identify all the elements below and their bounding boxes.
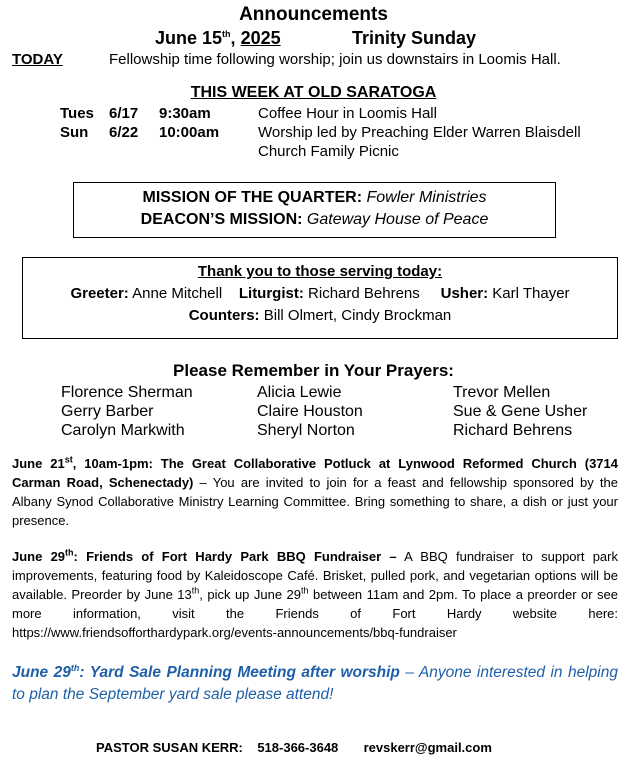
potluck-date: June 21 — [12, 456, 65, 471]
deacon-mission-value: Gateway House of Peace — [306, 211, 489, 228]
prayer-name: Florence Sherman — [61, 384, 193, 401]
this-week-heading: THIS WEEK AT OLD SARATOGA — [190, 84, 437, 101]
bbq-date-suffix: th — [65, 547, 74, 558]
potluck-body: – You are invited to join for a feast and fellowship sponsored by the Albany Synod Collaborative Ministry Learning Committee. Bring something to share, a dish or just your presence. — [12, 475, 618, 528]
date-suffix: th — [222, 29, 231, 39]
page-title: Announcements — [239, 4, 388, 25]
footer-contact — [96, 740, 492, 755]
potluck-title: , 10am-1pm: The Great Collaborative Potluck at Lynwood Reformed Church (3714 Carman Road, Schenectady) — [12, 456, 618, 490]
prayer-name: Richard Behrens — [453, 422, 573, 439]
prayer-name: Alicia Lewie — [257, 384, 342, 401]
event-desc: Church Family Picnic — [258, 143, 399, 160]
event-date: 6/17 — [109, 105, 139, 122]
bbq-suffix: th — [301, 585, 309, 596]
pastor-label: PASTOR SUSAN KERR: — [96, 740, 243, 755]
event-desc: Worship led by Preaching Elder Warren Blaisdell — [258, 124, 581, 141]
prayer-column — [453, 383, 587, 440]
pastor-phone: 518-366-3648 — [257, 740, 339, 755]
serving-box — [22, 257, 618, 339]
greeter-label: Greeter: — [70, 285, 129, 302]
bbq-announcement — [12, 547, 618, 642]
usher-label: Usher: — [440, 285, 489, 302]
potluck-date-suffix: st — [64, 454, 73, 465]
bbq-suffix: th — [191, 585, 200, 596]
serving-heading: Thank you to those serving today: — [197, 263, 443, 280]
yard-sale-date-suffix: th — [70, 662, 80, 673]
yard-sale-body: – Anyone interested in helping to plan the September yard sale please attend! — [12, 664, 618, 703]
today-label: TODAY — [12, 51, 63, 68]
counters-line — [23, 307, 617, 324]
mission-quarter-label: MISSION OF THE QUARTER: — [142, 189, 363, 206]
prayer-name: Gerry Barber — [61, 403, 154, 420]
prayer-name: Trevor Mellen — [453, 384, 551, 401]
prayer-name: Sue & Gene Usher — [453, 403, 588, 420]
event-desc: Coffee Hour in Loomis Hall — [258, 105, 437, 122]
deacon-mission-line — [74, 211, 555, 229]
prayer-name: Sheryl Norton — [257, 422, 355, 439]
potluck-announcement — [12, 454, 618, 530]
event-day: Sun — [60, 124, 89, 141]
counters-label: Counters: — [188, 307, 260, 324]
mission-quarter-line — [74, 189, 555, 207]
event-date: 6/22 — [109, 124, 139, 141]
prayer-name: Carolyn Markwith — [61, 422, 185, 439]
bbq-title: : Friends of Fort Hardy Park BBQ Fundraiser – — [73, 549, 397, 564]
date-year: 2025 — [240, 28, 281, 48]
liturgical-day: Trinity Sunday — [352, 28, 477, 48]
bbq-body: A BBQ fundraiser to support park improvements, featuring food by Kaleidoscope Café. Brisket, pulled pork, and vegetarian options will be available. Preorder by June 13 — [12, 549, 618, 602]
pastor-email: revskerr@gmail.com — [363, 740, 492, 755]
prayer-column — [257, 383, 363, 440]
serving-roles-line — [23, 285, 617, 302]
prayers-heading: Please Remember in Your Prayers: — [173, 361, 454, 380]
event-time: 10:00am — [159, 124, 220, 141]
counters-names: Bill Olmert, Cindy Brockman — [263, 307, 452, 324]
bbq-body: , pick up June 29 — [199, 587, 302, 602]
mission-quarter-value: Fowler Ministries — [366, 189, 487, 206]
usher-name: Karl Thayer — [492, 285, 570, 302]
liturgist-label: Liturgist: — [238, 285, 304, 302]
bbq-body: between 11am and 2pm. To place a preorder or see more information, visit the Friends of Fort Hardy website here: https://www.friendsofforthardypark.org/events-announcements/bbq-fundraiser — [12, 587, 618, 640]
yard-sale-date: June 29 — [12, 664, 71, 681]
deacon-mission-label: DEACON’S MISSION: — [140, 211, 303, 228]
bbq-date: June 29 — [12, 549, 66, 564]
yard-sale-announcement — [12, 662, 618, 706]
event-day: Tues — [60, 105, 94, 122]
mission-box — [73, 182, 556, 238]
event-time: 9:30am — [159, 105, 211, 122]
prayer-name: Claire Houston — [257, 403, 363, 420]
yard-sale-title: : Yard Sale Planning Meeting after worship — [79, 664, 400, 681]
date-text: June 15 — [155, 28, 223, 48]
liturgist-name: Richard Behrens — [308, 285, 420, 302]
service-date — [155, 28, 281, 49]
today-text: Fellowship time following worship; join us downstairs in Loomis Hall. — [109, 51, 561, 68]
greeter-name: Anne Mitchell — [132, 285, 223, 302]
date-comma: , — [230, 28, 236, 48]
prayer-column — [61, 383, 193, 440]
